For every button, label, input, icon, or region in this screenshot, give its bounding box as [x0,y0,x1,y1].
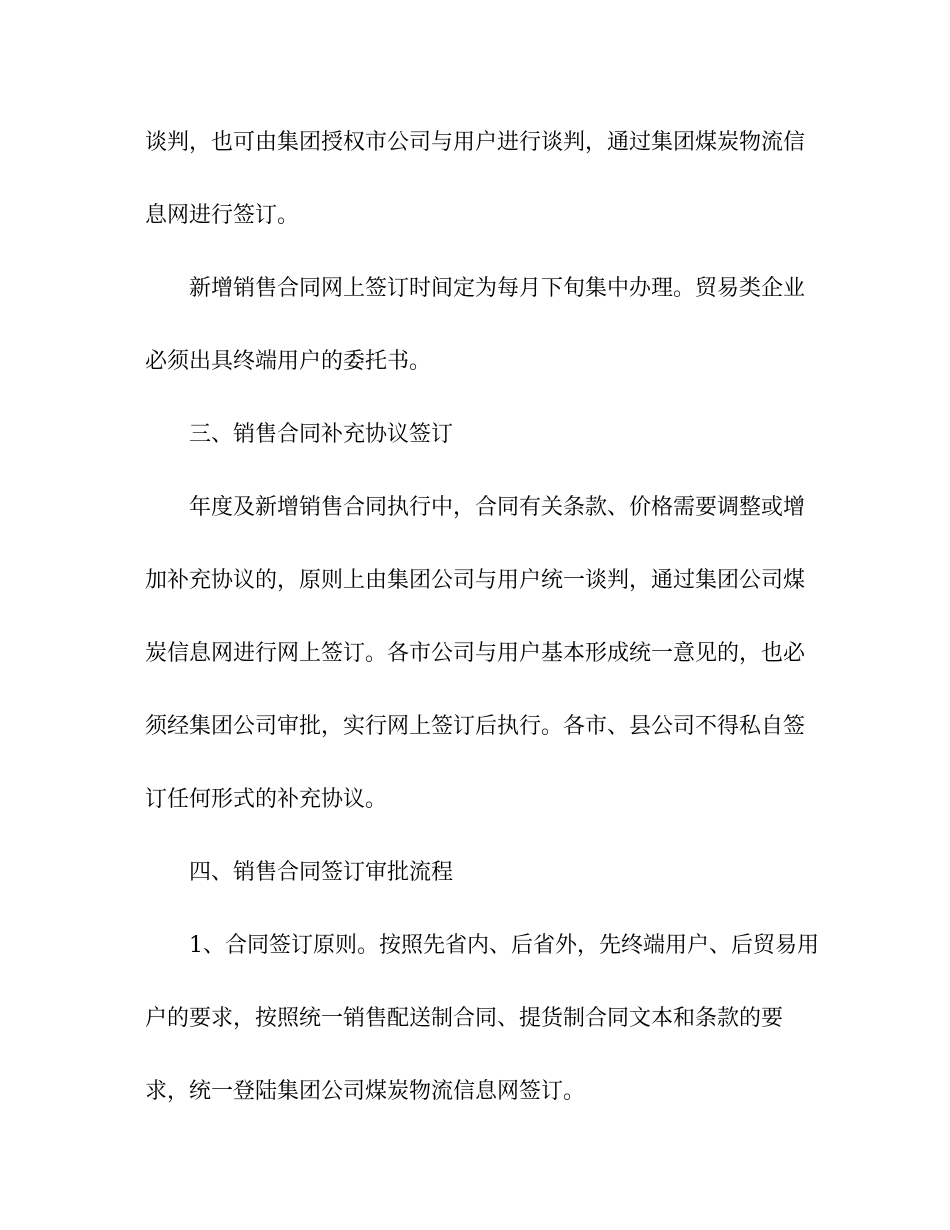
text-line: 订任何形式的补充协议。 [145,787,388,812]
text-line: 户的要求，按照统一销售配送制合同、提货制合同文本和条款的要 [145,1006,784,1031]
text-line: 求，统一登陆集团公司煤炭物流信息网签订。 [145,1079,586,1104]
text-line: 加补充协议的，原则上由集团公司与用户统一谈判，通过集团公司煤 [145,568,806,593]
text-line: 须经集团公司审批，实行网上签订后执行。各市、县公司不得私自签 [145,714,806,739]
document-body [145,118,819,1140]
text-line: 谈判，也可由集团授权市公司与用户进行谈判，通过集团煤炭物流信 [145,130,806,155]
text-line: 年度及新增销售合同执行中，合同有关条款、价格需要调整或增 [189,495,806,520]
text-line: 新增销售合同网上签订时间定为每月下旬集中办理。贸易类企业 [189,276,806,301]
text-line: 炭信息网进行网上签订。各市公司与用户基本形成统一意见的，也必 [145,641,806,666]
text-line: 1、合同签订原则。按照先省内、后省外，先终端用户、后贸易用 [189,933,819,958]
section-heading: 三、销售合同补充协议签订 [189,422,454,447]
text-line: 息网进行签订。 [145,203,300,228]
section-heading: 四、销售合同签订审批流程 [189,860,454,885]
text-line: 必须出具终端用户的委托书。 [145,349,432,374]
